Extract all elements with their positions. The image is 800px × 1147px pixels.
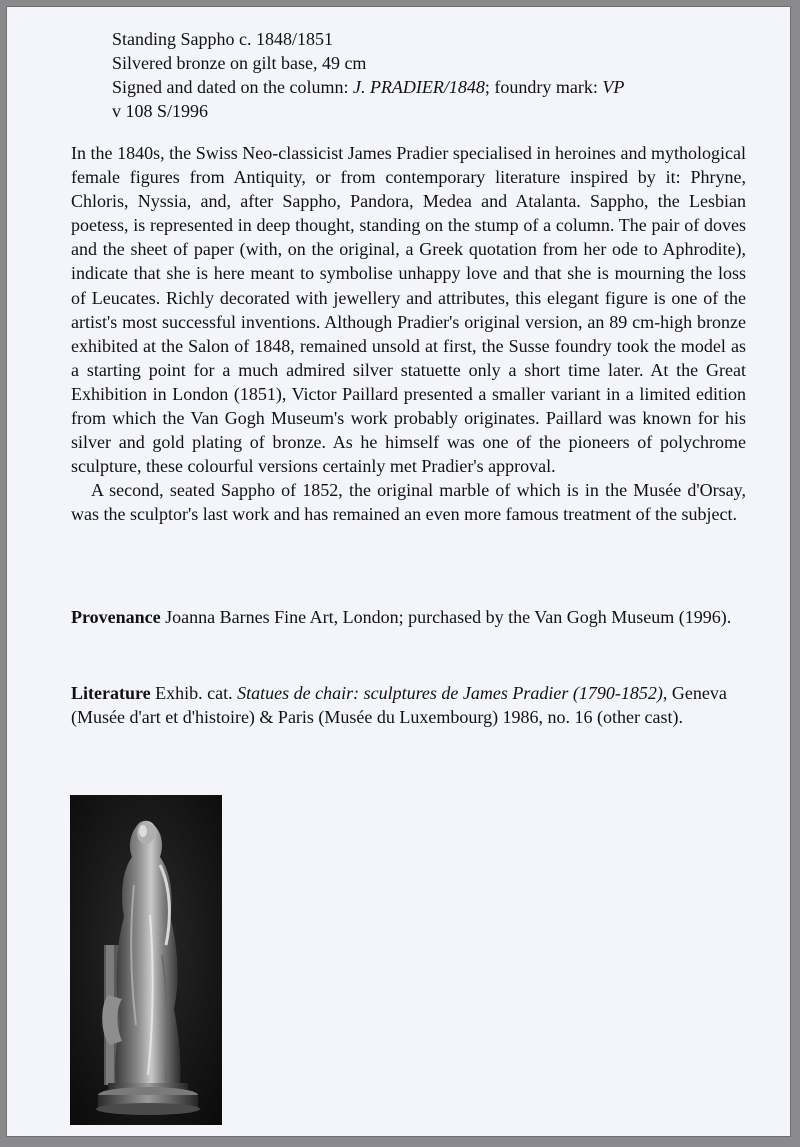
inscription-signature: J. PRADIER/1848 [352, 77, 485, 97]
provenance-label: Provenance [71, 607, 161, 627]
sculpture-photo [70, 795, 222, 1125]
document-page [6, 6, 791, 1137]
inscription-prefix: Signed and dated on the column: [112, 77, 353, 97]
literature-title: Statues de chair: sculptures de James Pradier (1790-1852) [237, 683, 663, 703]
catalogue-essay [71, 141, 746, 527]
provenance-section [71, 605, 746, 629]
literature-section [71, 681, 746, 729]
sappho-statue-image [70, 795, 222, 1125]
literature-label: Literature [71, 683, 151, 703]
literature-prefix: Exhib. cat. [150, 683, 238, 703]
foundry-mark: VP [602, 77, 625, 97]
provenance-text: Joanna Barnes Fine Art, London; purchased by the Van Gogh Museum (1996). [160, 607, 732, 627]
catalogue-header [112, 27, 624, 123]
inventory-number: v 108 S/1996 [112, 101, 209, 121]
essay-paragraph-2: A second, seated Sappho of 1852, the original marble of which is in the Musée d'Orsay, was the sculptor's last work and has remained an even more famous treatment of the subject. [71, 480, 746, 525]
artwork-medium: Silvered bronze on gilt base, 49 cm [112, 53, 367, 73]
inscription-mid: ; foundry mark: [484, 77, 603, 97]
artwork-inscription [112, 75, 624, 99]
artwork-title: Standing Sappho c. 1848/1851 [112, 29, 333, 49]
literature-suffix: , Geneva (Musée d'art et d'histoire) & Paris (Musée du Luxembourg) 1986, no. 16 (other cast). [71, 683, 727, 727]
essay-paragraph-1: In the 1840s, the Swiss Neo-classicist James Pradier specialised in heroines and mythological female figures from Antiquity, or from contemporary literature inspired by it: Phryne, Chloris, Nyssia, and, after Sappho, Pandora, Medea and Atalanta. Sappho, the Lesbian poetess, is represented in deep thought, standing on the stump of a column. The pair of doves and the sheet of paper (with, on the original, a Greek quotation from her ode to Aphrodite), indicate that she is here meant to symbolise unhappy love and that she is mourning the loss of Leucates. Richly decorated with jewellery and attributes, this elegant figure is one of the artist's most successful inventions. Although Pradier's original version, an 89 cm-high bronze exhibited at the Salon of 1848, remained unsold at first, the Susse foundry took the model as a starting point for a much admired silver statuette only a short time later. At the Great Exhibition in London (1851), Victor Paillard presented a smaller variant in a limited edition from which the Van Gogh Museum's work probably originates. Paillard was known for his silver and gold plating of bronze. As he himself was one of the pioneers of polychrome sculpture, these colourful versions certainly met Pradier's approval. [71, 143, 746, 477]
